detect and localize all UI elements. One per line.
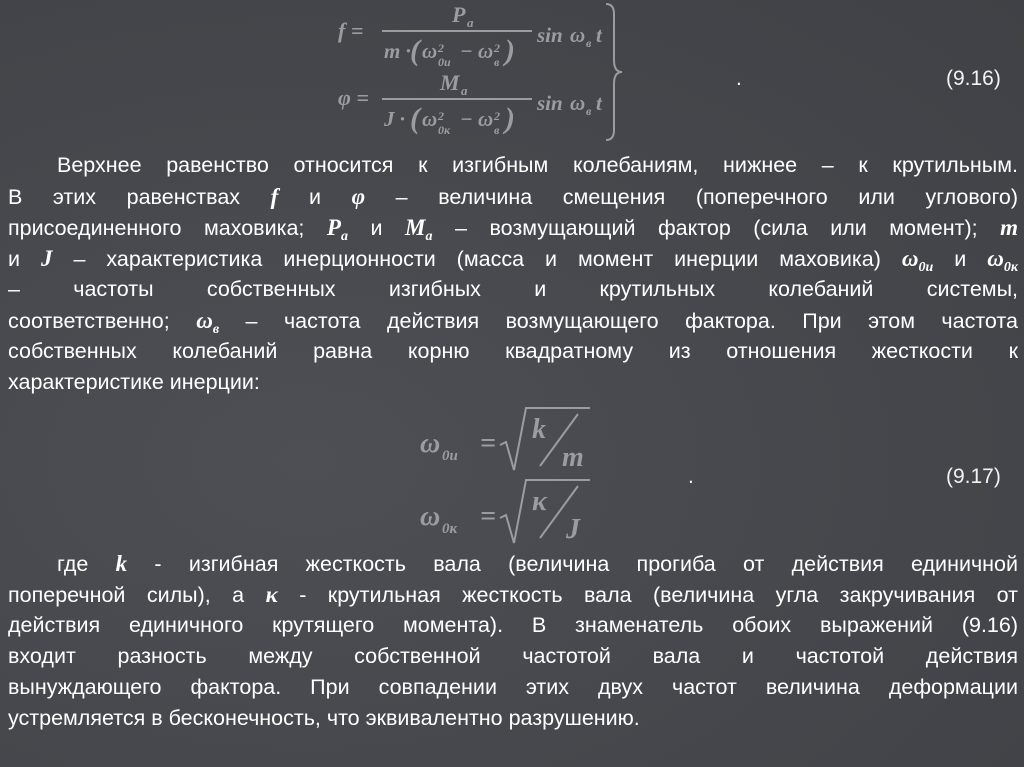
p1-line-7: собственных колебаний равна корню квадратному из отношения жесткости к xyxy=(8,339,1018,363)
eq-f-t: t xyxy=(596,23,602,47)
symbol-sub-0u: 0и xyxy=(918,260,934,275)
eq-f-num-sub: a xyxy=(467,15,474,30)
p2-line-1 xyxy=(8,548,1018,579)
p1-line-3 xyxy=(8,212,1018,243)
eq-brace xyxy=(606,4,622,140)
symbol-k: k xyxy=(115,551,128,576)
eq917-sub-0k: 0к xyxy=(442,521,458,537)
eq-phi-omega1: ω xyxy=(422,107,438,131)
eq916-dot: . xyxy=(736,67,742,90)
eq-phi-den-pre: J · xyxy=(384,107,405,131)
p1-line-6 xyxy=(8,305,1018,336)
paragraph-1 xyxy=(8,150,1018,398)
eq-phi-paren-open: ( xyxy=(410,102,420,135)
symbol-sub-0k: 0к xyxy=(1003,260,1018,275)
eq-f-paren-open: ( xyxy=(410,34,420,67)
symbol-M: M xyxy=(405,215,426,240)
equation-9-17 xyxy=(0,400,1024,545)
p1-text: и xyxy=(8,247,21,271)
eq-f-sub-v: в xyxy=(494,55,500,69)
p2-line-3: действия единичного крутящего момента). В знаменатель обоих выражений (9.16) xyxy=(8,613,1018,637)
symbol-kappa: κ xyxy=(265,582,278,607)
p1-text: – величина смещения (поперечного или углового) xyxy=(395,185,1018,209)
p2-line-6: устремляется в бесконечность, что эквивалентно разрушению. xyxy=(8,706,640,730)
symbol-sub-a: a xyxy=(340,229,348,244)
eq-phi-sub-v2: в xyxy=(586,104,592,118)
symbol-omega: ω xyxy=(901,246,919,271)
eq-phi-sq1: 2 xyxy=(438,109,444,123)
eq-phi-omega3: ω xyxy=(570,91,586,115)
eq-f-sq2: 2 xyxy=(494,41,500,55)
p2-line-5: вынуждающего фактора. При совпадении этих двух частот величина деформации xyxy=(8,675,1018,699)
eq-f-sin: sin xyxy=(537,23,563,47)
eq917-sub-0u: 0и xyxy=(442,448,458,464)
symbol-P: P xyxy=(326,215,341,240)
p1-text: – частота действия возмущающего фактора. При этом частота xyxy=(245,309,1018,333)
eq917-J: J xyxy=(566,514,580,545)
eq-f-sq1: 2 xyxy=(438,41,444,55)
eq917-kappa: κ xyxy=(532,486,547,517)
eq-phi-lhs: φ = xyxy=(338,85,369,110)
eq917-omega1: ω xyxy=(420,428,441,459)
eq-phi-sq2: 2 xyxy=(494,109,500,123)
symbol-phi: φ xyxy=(351,184,366,209)
symbol-sub-a: a xyxy=(425,229,433,244)
p1-line-5: – частоты собственных изгибных и крутильных колебаний системы, xyxy=(8,277,1018,301)
p1-text: – характеристика инерционности (масса и момент инерции маховика) xyxy=(73,247,881,271)
eq917-dot: . xyxy=(688,465,694,488)
eq-phi-sub-0k: 0к xyxy=(438,123,451,137)
p1-line-4 xyxy=(8,243,1018,274)
eq-phi-omega2: ω xyxy=(478,107,494,131)
p1-text: В этих равенствах xyxy=(8,185,241,209)
eq917-k: k xyxy=(532,414,546,445)
symbol-f: f xyxy=(270,184,279,209)
p2-text: где xyxy=(57,552,89,576)
p1-line-8: характеристике инерции: xyxy=(8,370,260,394)
eq917-number: (9.17) xyxy=(946,465,1001,488)
eq-f-num: P xyxy=(452,2,466,27)
eq-f-minus: − xyxy=(460,39,473,63)
p1-line-1: Верхнее равенство относится к изгибным колебаниям, нижнее – к крутильным. xyxy=(57,153,1018,177)
symbol-J: J xyxy=(40,246,53,271)
p2-text: поперечной силы), а xyxy=(8,583,245,607)
eq-f-sub-v2: в xyxy=(586,36,592,50)
eq-phi-sin: sin xyxy=(537,91,563,115)
eq-f-den-pre: m · xyxy=(384,39,411,63)
eq917-eq2: = xyxy=(480,501,496,532)
symbol-m: m xyxy=(1000,215,1019,240)
p2-text: - изгибная жесткость вала (величина прогиба от действия единичной xyxy=(154,552,1018,576)
p2-line-2 xyxy=(8,579,1018,610)
symbol-omega: ω xyxy=(196,308,213,333)
eq-f-omega1: ω xyxy=(422,39,438,63)
eq-phi-num: M xyxy=(440,70,460,95)
p1-text: и xyxy=(308,185,321,209)
eq-f-paren-close: ) xyxy=(505,34,515,67)
p1-text: и xyxy=(370,216,383,240)
eq917-eq1: = xyxy=(480,428,496,459)
symbol-omega: ω xyxy=(987,246,1004,271)
p1-line-2 xyxy=(8,181,1018,212)
eq-phi-minus: − xyxy=(460,107,473,131)
eq-phi-num-sub: a xyxy=(461,83,468,98)
equation-9-16 xyxy=(0,0,1024,150)
eq-phi-sub-v: в xyxy=(494,123,500,137)
eq-f-lhs: f = xyxy=(338,18,364,43)
eq-phi-t: t xyxy=(596,91,602,115)
p2-line-4: входит разность между собственной частотой вала и частотой действия xyxy=(8,644,1018,668)
eq916-number: (9.16) xyxy=(946,67,1001,90)
eq917-m: m xyxy=(562,442,584,473)
eq-f-omega3: ω xyxy=(570,23,586,47)
p1-text: – возмущающий фактор (сила или момент); xyxy=(455,216,978,240)
p1-text: соответственно; xyxy=(8,309,170,333)
eq-f-omega2: ω xyxy=(478,39,494,63)
p2-text: - крутильная жесткость вала (величина угла закручивания от xyxy=(299,583,1018,607)
eq917-omega2: ω xyxy=(420,501,441,532)
eq-f-sub-0u: 0и xyxy=(438,55,451,69)
p1-text: и xyxy=(954,247,967,271)
eq-phi-paren-close: ) xyxy=(505,102,515,135)
symbol-sub-v: в xyxy=(212,322,220,337)
p1-text: присоединенного маховика; xyxy=(8,216,305,240)
paragraph-2 xyxy=(8,548,1018,734)
